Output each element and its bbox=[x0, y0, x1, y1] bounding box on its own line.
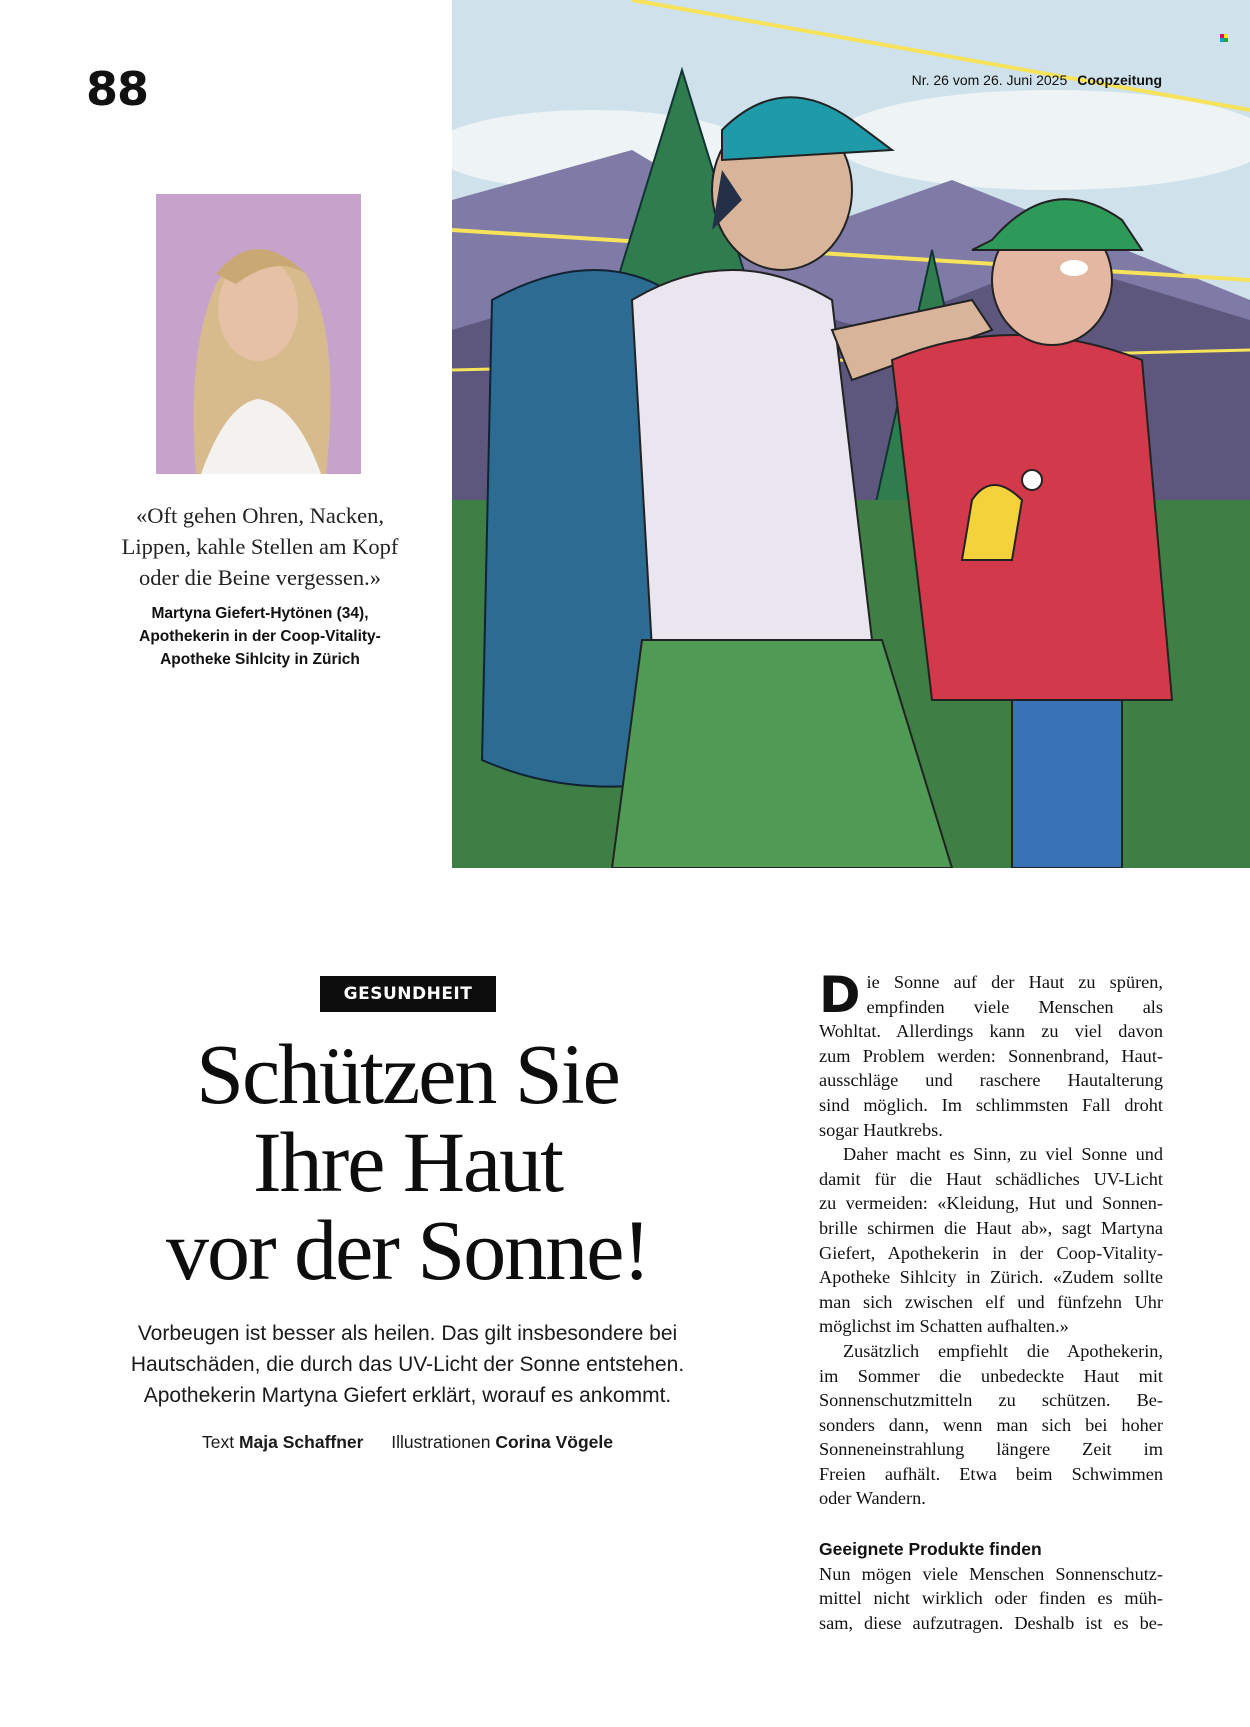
paragraph-1 bbox=[819, 966, 1163, 1142]
headline-line: vor der Sonne! bbox=[165, 1202, 650, 1298]
body-line: Apotheke Sihlcity in Zürich. «Zudem sollte bbox=[819, 1267, 1163, 1288]
paragraph-4 bbox=[819, 1562, 1163, 1636]
article-body bbox=[819, 966, 1163, 1635]
issue-number: Nr. 26 vom 26. Juni 2025 bbox=[911, 72, 1068, 88]
body-line: brille schirmen die Haut ab», sagt Martyna bbox=[819, 1217, 1163, 1238]
section-kicker: GESUNDHEIT bbox=[320, 976, 496, 1012]
attribution-line: Apothekerin in der Coop-Vitality- bbox=[139, 628, 381, 645]
body-line: mittel nicht wirklich oder finden es müh- bbox=[819, 1588, 1163, 1609]
body-line: Sonnenschutzmitteln zu schützen. Be- bbox=[819, 1390, 1163, 1411]
quote-line: «Oft gehen Ohren, Nacken, bbox=[135, 503, 385, 528]
body-line: sam, diese aufzutragen. Deshalb ist es be- bbox=[819, 1612, 1163, 1633]
article-subhead: Geeignete Produkte finden bbox=[819, 1539, 1042, 1560]
body-line: empfinden viele Menschen als bbox=[866, 996, 1163, 1017]
publication-name: Coopzeitung bbox=[1077, 72, 1162, 88]
article-headline bbox=[80, 1026, 735, 1298]
byline-text-label: Text bbox=[202, 1432, 235, 1452]
body-line: Giefert, Apothekerin in der Coop-Vitality- bbox=[819, 1242, 1163, 1263]
body-line: möglichst im Schatten aufhalten.» bbox=[819, 1316, 1069, 1337]
body-line: Sonneneinstrahlung längere Zeit im bbox=[819, 1439, 1163, 1460]
byline-author: Maja Schaffner bbox=[238, 1432, 364, 1452]
quote-line: oder die Beine vergessen.» bbox=[138, 565, 381, 590]
headline-line: Schützen Sie bbox=[196, 1026, 619, 1122]
pull-quote bbox=[110, 500, 410, 593]
body-line: man sich zwischen elf und fünfzehn Uhr bbox=[819, 1291, 1163, 1312]
body-line: Daher macht es Sinn, zu viel Sonne und bbox=[843, 1144, 1163, 1165]
body-line: sind möglich. Im schlimmsten Fall droht bbox=[819, 1094, 1163, 1115]
lead-line: Hautschäden, die durch das UV-Licht der Sonne entstehen. bbox=[130, 1353, 685, 1376]
print-color-mark-icon bbox=[1220, 34, 1228, 42]
attribution-line: Apotheke Sihlcity in Zürich bbox=[160, 651, 360, 668]
lead-line: Vorbeugen ist besser als heilen. Das gilt insbesondere bei bbox=[137, 1322, 678, 1345]
body-line: Freien aufhält. Etwa beim Schwimmen bbox=[819, 1463, 1163, 1484]
article-lead bbox=[95, 1318, 720, 1411]
quote-line: Lippen, kahle Stellen am Kopf bbox=[121, 534, 399, 559]
dropcap: D bbox=[819, 966, 861, 1024]
byline-illustrator: Corina Vögele bbox=[495, 1432, 613, 1452]
body-line: sonders dann, wenn man sich bei hoher bbox=[819, 1414, 1163, 1435]
portrait-image bbox=[156, 194, 361, 474]
paragraph-2 bbox=[819, 1142, 1163, 1339]
byline-illustration-label: Illustrationen bbox=[391, 1432, 491, 1452]
body-line: ie Sonne auf der Haut zu spüren, bbox=[866, 972, 1163, 992]
issue-line bbox=[912, 72, 1162, 88]
body-line: Nun mögen viele Menschen Sonnenschutz- bbox=[819, 1563, 1163, 1584]
quote-attribution bbox=[110, 602, 410, 671]
body-line: Zusätzlich empfiehlt die Apothekerin, bbox=[843, 1340, 1163, 1361]
body-line: damit für die Haut schädliches UV-Licht bbox=[819, 1168, 1163, 1189]
lead-line: Apothekerin Martyna Giefert erklärt, worauf es ankommt. bbox=[143, 1384, 672, 1407]
body-line: ausschläge und raschere Hautalterung bbox=[819, 1070, 1163, 1091]
sunscreen-illustration bbox=[452, 0, 1250, 868]
body-line: oder Wandern. bbox=[819, 1488, 926, 1509]
body-line: sogar Hautkrebs. bbox=[819, 1119, 943, 1140]
page-number: 88 bbox=[86, 62, 149, 116]
paragraph-3 bbox=[819, 1339, 1163, 1511]
body-line: Wohltat. Allerdings kann zu viel davon bbox=[819, 1021, 1163, 1042]
attribution-line: Martyna Giefert-Hytönen (34), bbox=[151, 605, 369, 622]
headline-line: Ihre Haut bbox=[252, 1114, 563, 1210]
hero-illustration bbox=[452, 0, 1250, 868]
body-line: im Sommer die unbedeckte Haut mit bbox=[819, 1365, 1163, 1386]
body-line: zu vermeiden: «Kleidung, Hut und Sonnen- bbox=[819, 1193, 1163, 1214]
portrait-photo bbox=[156, 194, 361, 474]
byline bbox=[100, 1432, 715, 1453]
body-line: zum Problem werden: Sonnenbrand, Haut- bbox=[819, 1045, 1163, 1066]
